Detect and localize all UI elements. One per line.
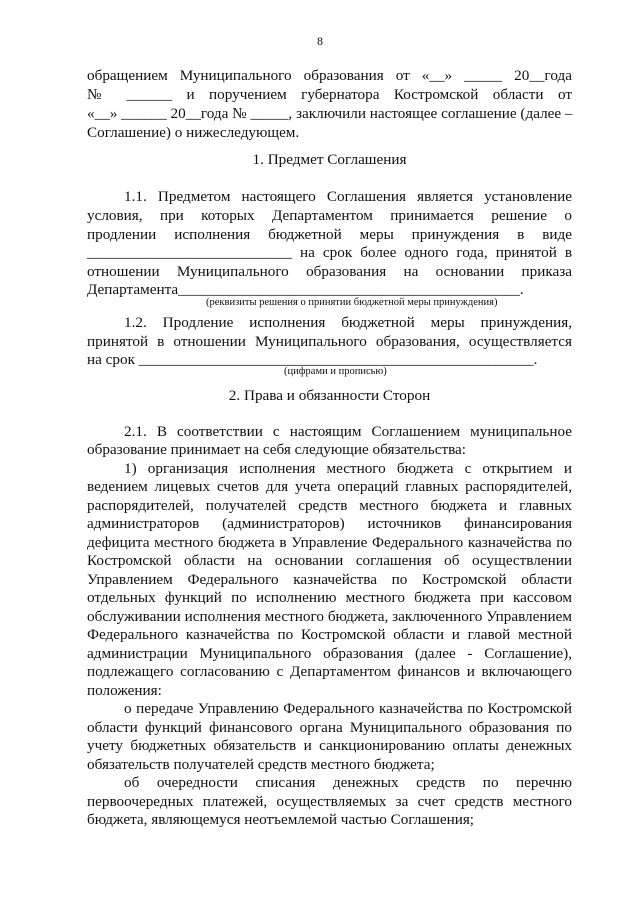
text-line: дефицита местного бюджета в Управление Федерального казначейства по [87,534,572,551]
field-caption: (реквизиты решения о принятии бюджетной меры принуждения) [206,297,498,308]
text-line: области функций финансового органа Муниципального образования по [87,719,572,736]
text-line: первоочередных платежей, осуществляемых за счет средств местного [87,793,572,810]
text-line: обслуживании исполнения местного бюджета, заключенного Управлением [87,608,572,625]
text-line: № ______ и поручением губернатора Костромской области от [87,86,572,103]
section-heading: 1. Предмет Соглашения [252,151,407,168]
text-line: продлении исполнения бюджетной меры принуждения в виде [87,226,572,243]
text-line: Соглашение) о нижеследующем. [87,124,300,141]
text-line: бюджета, являющемуся неотъемлемой частью Соглашения; [87,811,475,828]
text-line: ___________________________ на срок более одного года, принятой в [87,244,572,261]
text-line: принятой в отношении Муниципального образования, осуществляется [87,333,572,350]
text-line: учету бюджетных обязательств и санкционированию оплаты денежных [87,737,572,754]
text-line: Федерального казначейства по Костромской области и главой местной [87,626,572,643]
text-line: 1) организация исполнения местного бюджета с открытием и [124,460,572,477]
text-line: о передаче Управлению Федерального казначейства по Костромской [124,700,572,717]
page-number: 8 [317,34,323,48]
section-heading: 2. Права и обязанности Сторон [228,387,431,404]
text-line: отношении Муниципального образования на основании приказа [87,263,572,280]
text-line: подлежащего согласованию с Департаментом финансов и включающего [87,663,572,680]
text-line: обязательств получателей средств местного бюджета; [87,756,435,773]
text-line: отдельных функций по исполнению местного бюджета при кассовом [87,589,572,606]
text-line: обращением Муниципального образования от «__» _____ 20__года [87,67,572,84]
field-caption: (цифрами и прописью) [284,366,387,377]
text-line: условия, при которых Департаментом принимается решение о [87,207,572,224]
text-line: администраторов (администраторов) источников финансирования [87,515,572,532]
text-line: Департамента_____________________________________________. [87,281,524,298]
text-line: 1.1. Предметом настоящего Соглашения является установление [124,188,572,205]
text-line: ведением лицевых счетов для учета операций главных распорядителей, [87,478,572,495]
text-line: Управлением Федерального казначейства по Костромской области [87,571,572,588]
text-line: администрации Муниципального образования (далее - Соглашение), [87,645,572,662]
text-line: положения: [87,682,162,699]
text-line: Костромской области на основании соглашения об осуществлении [87,552,572,569]
text-line: об очередности списания денежных средств по перечню [124,774,572,791]
text-line: «__» ______ 20__года № _____, заключили настоящее соглашение (далее – [87,105,573,122]
text-line: образование принимает на себя следующие обязательства: [87,441,467,458]
text-line: 2.1. В соответствии с настоящим Соглашением муниципальное [124,423,572,440]
text-line: на срок ____________________________________________________. [87,351,538,368]
text-line: 1.2. Продление исполнения бюджетной меры принуждения, [124,314,572,331]
text-line: распорядителей, получателей средств местного бюджета и главных [87,497,572,514]
